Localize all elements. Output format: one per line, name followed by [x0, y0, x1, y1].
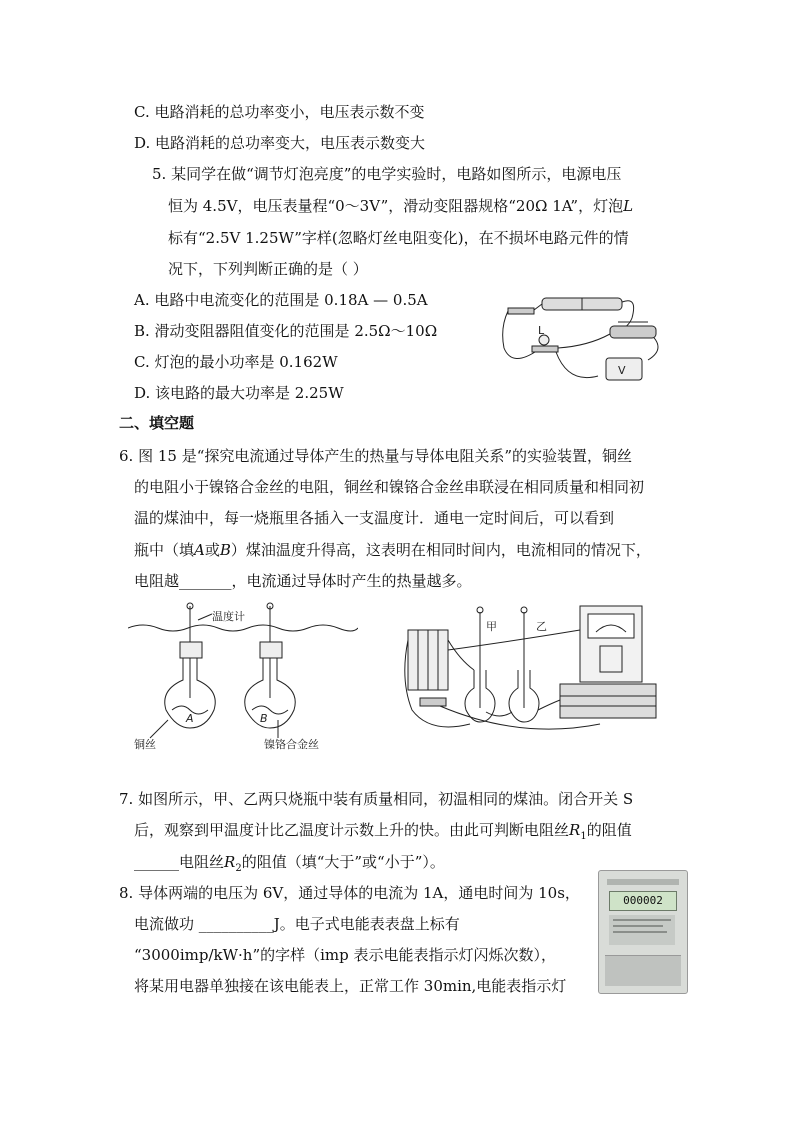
section-heading-fill-in: 二、填空题 [119, 414, 195, 432]
flask-a-label: A [186, 712, 194, 725]
q5-option-b: B. 滑动变阻器阻值变化的范围是 2.5Ω～10Ω [134, 322, 438, 340]
q7-stem-line3: ______电阻丝$R_2$的阻值（填“大于”或“小于”）。 [134, 853, 445, 874]
q6-stem-line5: 电阻越_______，电流通过导体时产生的热量越多。 [134, 572, 472, 590]
q6-stem-line4: 瓶中（填A或B）煤油温度升得高，这表明在相同时间内，电流相同的情况下， [134, 541, 651, 559]
q7-stem-line2: 后，观察到甲温度计比乙温度计示数上升的快。由此可判断电阻丝$R_1$的阻值 [134, 821, 632, 842]
q5-option-c: C. 灯泡的最小功率是 0.162W [134, 353, 338, 371]
meter-display: 000002 [609, 891, 677, 911]
q8-stem-line4: 将某用电器单独接在该电能表上，正常工作 30min,电能表指示灯 [134, 977, 567, 995]
q6-stem-line3: 温的煤油中，每一烧瓶里各插入一支温度计．通电一定时间后，可以看到 [134, 509, 615, 527]
q6-flasks-figure [128, 598, 358, 758]
q5-circuit-figure [498, 288, 678, 384]
q6-stem-line2: 的电阻小于镍铬合金丝的电阻，铜丝和镍铬合金丝串联浸在相同质量和相同初 [134, 478, 645, 496]
q8-stem-line1: 8. 导体两端的电压为 6V，通过导体的电流为 1A，通电时间为 10s， [119, 884, 580, 902]
q4-option-c: C. 电路消耗的总功率变小，电压表示数不变 [134, 103, 425, 121]
nichrome-wire-label: 镍铬合金丝 [264, 738, 319, 751]
voltmeter-label: V [618, 364, 626, 377]
q6-stem-line1: 6. 图 15 是“探究电流通过导体产生的热量与导体电阻关系”的实验装置，铜丝 [119, 447, 633, 465]
energy-meter-image [598, 870, 688, 994]
q4-option-d: D. 电路消耗的总功率变大，电压表示数变大 [134, 134, 426, 152]
q5-stem-line2: 恒为 4.5V，电压表量程“0～3V”，滑动变阻器规格“20Ω 1A”，灯泡L [168, 197, 634, 215]
q6-apparatus-figure [400, 600, 670, 740]
q5-option-a: A. 电路中电流变化的范围是 0.18A — 0.5A [134, 291, 428, 309]
q7-stem-line1: 7. 如图所示，甲、乙两只烧瓶中装有质量相同，初温相同的煤油。闭合开关 S [119, 790, 634, 808]
flask-yi-label: 乙 [536, 620, 547, 633]
q8-stem-line3: “3000imp/kW·h”的字样（imp 表示电能表指示灯闪烁次数）， [134, 946, 557, 964]
q5-stem-line4: 况下，下列判断正确的是（ ） [168, 260, 368, 278]
q5-stem-line3: 标有“2.5V 1.25W”字样(忽略灯丝电阻变化)，在不损坏电路元件的情 [168, 229, 629, 247]
thermometer-label: 温度计 [212, 610, 245, 623]
flask-b-label: B [260, 712, 268, 725]
copper-wire-label: 铜丝 [134, 738, 156, 751]
lamp-label: L [538, 324, 545, 337]
flask-jia-label: 甲 [486, 620, 497, 633]
q5-stem-line1: 5. 某同学在做“调节灯泡亮度”的电学实验时，电路如图所示，电源电压 [152, 165, 622, 183]
q5-option-d: D. 该电路的最大功率是 2.25W [134, 384, 344, 402]
q8-stem-line2: 电流做功 __________J。电子式电能表表盘上标有 [134, 915, 460, 933]
